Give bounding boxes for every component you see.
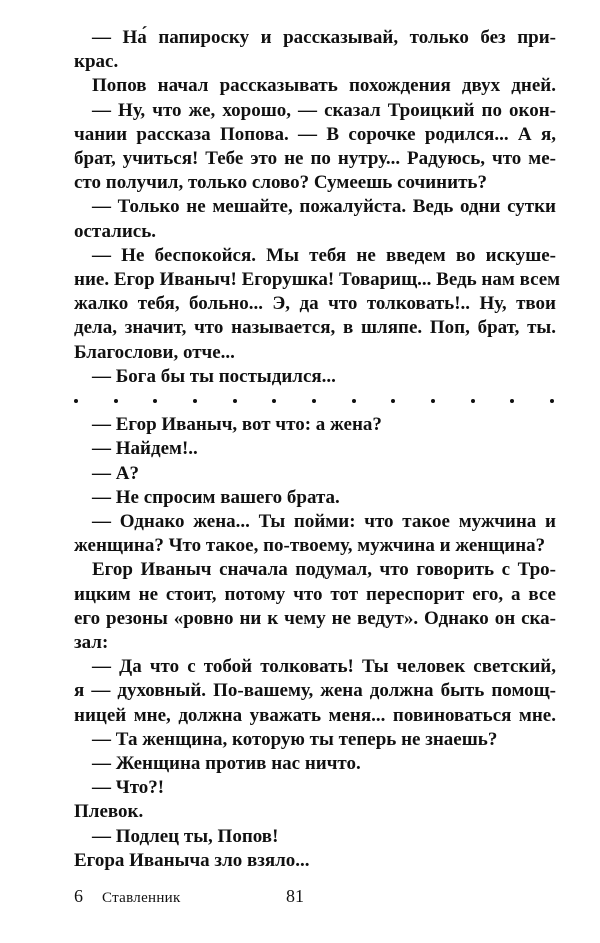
text-line: — Только не мешайте, пожалуйста. Ведь одни сутки bbox=[92, 196, 556, 218]
text-line: — На́ папироску и рассказывай, только без при- bbox=[92, 27, 556, 48]
text-line: — Подлец ты, Попов! bbox=[92, 825, 279, 847]
text-line: Благослови, отче... bbox=[74, 341, 235, 363]
text-line: жалко тебя, больно... Э, да что толковать!.. Ну, твои bbox=[74, 293, 556, 315]
text-line: остались. bbox=[74, 220, 157, 242]
text-line: дела, значит, что называется, в шляпе. Поп, брат, ты. bbox=[74, 317, 556, 339]
text-line: — Что?! bbox=[92, 777, 165, 799]
text-line: — Женщина против нас ничто. bbox=[92, 753, 361, 775]
signature-mark: 6 bbox=[74, 886, 83, 906]
text-line: — Однако жена... Ты пойми: что такое мужчина и bbox=[92, 511, 556, 533]
text-line: ицким не стоит, потому что тот переспорит его, а все bbox=[74, 583, 556, 605]
page-number: 81 bbox=[286, 886, 304, 906]
text-line: — Да что с тобой толковать! Ты человек светский, bbox=[92, 656, 556, 678]
text-line: Егора Иваныча зло взяло... bbox=[74, 849, 310, 871]
text-line: брат, учиться! Тебе это не по нутру... Радуюсь, что ме- bbox=[74, 148, 556, 170]
signature-title: Ставленник bbox=[102, 890, 181, 906]
text-line: — Бога бы ты постыдился... bbox=[92, 365, 336, 387]
text-line: — Та женщина, которую ты теперь не знаешь? bbox=[92, 728, 498, 750]
text-line: — Не беспокойся. Мы тебя не введем во искуше- bbox=[92, 244, 556, 266]
text-line: сто получил, только слово? Сумеешь сочинить? bbox=[74, 172, 487, 194]
text-line: Попов начал рассказывать похождения двух дней. bbox=[92, 75, 556, 97]
text-line: — Егор Иваныч, вот что: а жена? bbox=[92, 414, 382, 436]
text-line: Плевок. bbox=[74, 801, 144, 823]
text-line: чании рассказа Попова. — В сорочке родился... А я, bbox=[74, 123, 556, 145]
text-line: — Ну, что же, хорошо, — сказал Троицкий по окон- bbox=[92, 99, 556, 121]
text-line: — Не спросим вашего брата. bbox=[92, 486, 340, 508]
body-text bbox=[74, 26, 561, 873]
text-line: ние. Егор Иваныч! Егорушка! Товарищ... Ведь нам всем bbox=[74, 269, 561, 291]
text-line: зал: bbox=[74, 632, 109, 654]
text-line: ницей мне, должна уважать меня... повиноваться мне. bbox=[74, 704, 556, 726]
text-line: крас. bbox=[74, 51, 119, 73]
ellipsis-divider bbox=[74, 389, 556, 413]
text-line: — Найдем!.. bbox=[92, 438, 198, 460]
text-line: — А? bbox=[92, 462, 139, 484]
text-line: женщина? Что такое, по-твоему, мужчина и женщина? bbox=[74, 535, 546, 557]
text-line: Егор Иваныч сначала подумал, что говорить с Тро- bbox=[92, 559, 556, 581]
text-line: я — духовный. По-вашему, жена должна быть помощ- bbox=[74, 680, 556, 702]
text-line: его резоны «ровно ни к чему не ведут». Однако он ска- bbox=[74, 607, 556, 629]
